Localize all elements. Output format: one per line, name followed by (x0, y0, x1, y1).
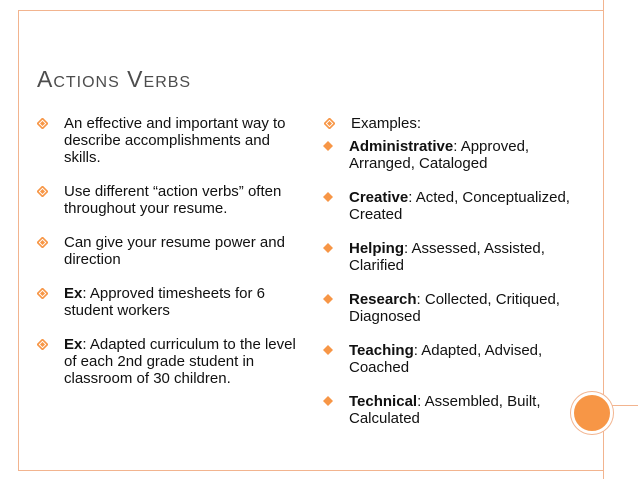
left-point-4 (37, 285, 297, 319)
example-category: Administrative (349, 138, 454, 155)
slide-title: Actions Verbs (37, 66, 192, 92)
example-verbs: : Assessed, Assisted, Clarified (349, 240, 545, 274)
sub-bullet-icon (323, 294, 333, 304)
left-point-1-text: An effective and important way to describe accomplishments and skills. (64, 115, 286, 166)
example-verbs: : Acted, Conceptualized, Created (349, 189, 570, 223)
example-verbs: : Collected, Critiqued, Diagnosed (349, 291, 560, 325)
sub-bullet-icon (323, 396, 333, 406)
left-column (37, 115, 297, 404)
example-creative (323, 189, 594, 223)
left-point-5-bold: Ex (64, 336, 83, 353)
examples-heading (324, 115, 594, 132)
bullet-icon (37, 288, 48, 299)
bullet-icon (324, 118, 335, 129)
left-point-5 (37, 336, 297, 387)
left-point-1 (37, 115, 297, 166)
example-verbs: : Approved, Arranged, Cataloged (349, 138, 530, 172)
example-helping (323, 240, 594, 274)
example-technical (323, 393, 594, 427)
example-administrative (323, 138, 594, 172)
example-verbs: : Assembled, Built, Calculated (349, 393, 541, 427)
example-research (323, 291, 594, 325)
left-point-5-text: : Adapted curriculum to the level of each 2nd grade student in classroom of 30 children. (64, 336, 296, 387)
sub-bullet-icon (323, 243, 333, 253)
bullet-icon (37, 237, 48, 248)
left-point-3-text: Can give your resume power and direction (64, 234, 285, 268)
example-teaching (323, 342, 594, 376)
sub-bullet-icon (323, 345, 333, 355)
sub-bullet-icon (323, 141, 333, 151)
left-point-4-text: : Approved timesheets for 6 student workers (64, 285, 265, 319)
bullet-icon (37, 339, 48, 350)
bullet-icon (37, 118, 48, 129)
example-category: Research (349, 291, 417, 308)
left-point-4-bold: Ex (64, 285, 83, 302)
sub-bullet-icon (323, 192, 333, 202)
bullet-icon (37, 186, 48, 197)
examples-heading-text: Examples: (351, 115, 422, 132)
example-category: Creative (349, 189, 409, 206)
left-point-3 (37, 234, 297, 268)
left-point-2-text: Use different “action verbs” often throughout your resume. (64, 183, 282, 217)
example-verbs: : Adapted, Advised, Coached (349, 342, 543, 376)
right-column (324, 115, 594, 444)
left-point-2 (37, 183, 297, 217)
example-category: Teaching (349, 342, 414, 359)
example-category: Helping (349, 240, 404, 257)
example-category: Technical (349, 393, 418, 410)
